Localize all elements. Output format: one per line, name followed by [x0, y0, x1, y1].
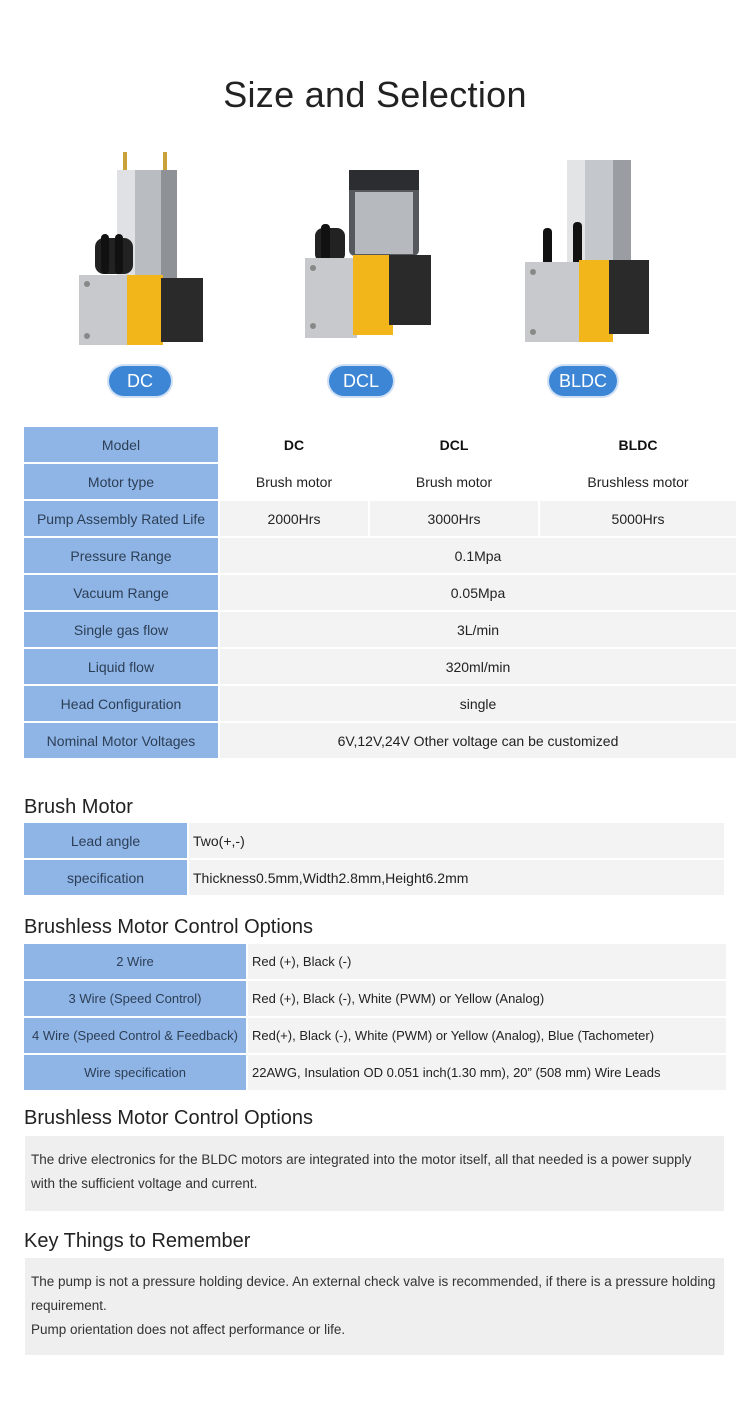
- row-label: Head Configuration: [24, 686, 218, 721]
- brushless-options-table: [22, 942, 728, 1092]
- product-label-pill: DCL: [329, 366, 393, 396]
- row-label: Nominal Motor Voltages: [24, 723, 218, 758]
- table-row: [24, 981, 726, 1016]
- row-label: 4 Wire (Speed Control & Feedback): [24, 1018, 246, 1053]
- brushless-note-heading: Brushless Motor Control Options: [24, 1107, 314, 1129]
- row-label: 3 Wire (Speed Control): [24, 981, 246, 1016]
- row-value: 5000Hrs: [540, 501, 736, 536]
- product-label-pill: BLDC: [549, 366, 617, 396]
- row-label: Vacuum Range: [24, 575, 218, 610]
- table-row: [24, 501, 736, 536]
- row-value: Red(+), Black (-), White (PWM) or Yellow (Analog), Blue (Tachometer): [248, 1018, 726, 1053]
- header-cell: DC: [220, 427, 368, 462]
- table-row: [24, 823, 724, 858]
- row-value: Two(+,-): [189, 823, 724, 858]
- table-row: [24, 538, 736, 573]
- row-value: Brushless motor: [540, 464, 736, 499]
- pump-dc-image: [65, 150, 225, 350]
- spec-table: [22, 425, 738, 760]
- table-row: [24, 944, 726, 979]
- table-row: [24, 464, 736, 499]
- row-label: Pump Assembly Rated Life: [24, 501, 218, 536]
- table-row: [24, 575, 736, 610]
- brush-motor-heading: Brush Motor: [24, 796, 133, 818]
- row-value: Brush motor: [220, 464, 368, 499]
- row-label: Liquid flow: [24, 649, 218, 684]
- table-row: [24, 1055, 726, 1090]
- note-text: Pump orientation does not affect performance or life.: [31, 1322, 346, 1337]
- product-dc: [65, 150, 265, 400]
- page-title: Size and Selection: [223, 74, 527, 115]
- row-value: 3L/min: [220, 612, 736, 647]
- row-value: 320ml/min: [220, 649, 736, 684]
- row-value: Red (+), Black (-): [248, 944, 726, 979]
- key-things-heading: Key Things to Remember: [24, 1230, 251, 1252]
- table-row: [24, 612, 736, 647]
- pump-dcl-image: [285, 150, 445, 350]
- header-cell: Model: [24, 427, 218, 462]
- product-dcl: [285, 150, 485, 400]
- pump-bldc-image: [505, 150, 665, 350]
- table-row: [24, 649, 736, 684]
- key-things-box: [25, 1258, 724, 1355]
- product-bldc: [505, 150, 705, 400]
- brushless-note-box: [25, 1136, 724, 1211]
- row-label: Wire specification: [24, 1055, 246, 1090]
- row-value: Thickness0.5mm,Width2.8mm,Height6.2mm: [189, 860, 724, 895]
- row-value: 22AWG, Insulation OD 0.051 inch(1.30 mm), 20” (508 mm) Wire Leads: [248, 1055, 726, 1090]
- row-label: 2 Wire: [24, 944, 246, 979]
- row-label: Pressure Range: [24, 538, 218, 573]
- note-text: The pump is not a pressure holding device. An external check valve is recommended, if there is a pressure holding requirement.: [31, 1274, 716, 1313]
- row-value: 0.05Mpa: [220, 575, 736, 610]
- brushless-options-heading: Brushless Motor Control Options: [24, 916, 314, 938]
- brush-motor-table: [22, 821, 726, 897]
- row-value: Red (+), Black (-), White (PWM) or Yellow (Analog): [248, 981, 726, 1016]
- row-value: 3000Hrs: [370, 501, 538, 536]
- table-row: [24, 1018, 726, 1053]
- row-label: specification: [24, 860, 187, 895]
- row-value: 0.1Mpa: [220, 538, 736, 573]
- table-row: [24, 723, 736, 758]
- row-label: Lead angle: [24, 823, 187, 858]
- table-header-row: [24, 427, 736, 462]
- header-cell: DCL: [370, 427, 538, 462]
- row-value: 2000Hrs: [220, 501, 368, 536]
- row-value: single: [220, 686, 736, 721]
- table-row: [24, 860, 724, 895]
- row-label: Motor type: [24, 464, 218, 499]
- note-text: The drive electronics for the BLDC motors are integrated into the motor itself, all that needed is a power supply with the sufficient voltage and current.: [31, 1152, 692, 1191]
- row-label: Single gas flow: [24, 612, 218, 647]
- product-label-pill: DC: [109, 366, 171, 396]
- row-value: Brush motor: [370, 464, 538, 499]
- table-row: [24, 686, 736, 721]
- row-value: 6V,12V,24V Other voltage can be customized: [220, 723, 736, 758]
- header-cell: BLDC: [540, 427, 736, 462]
